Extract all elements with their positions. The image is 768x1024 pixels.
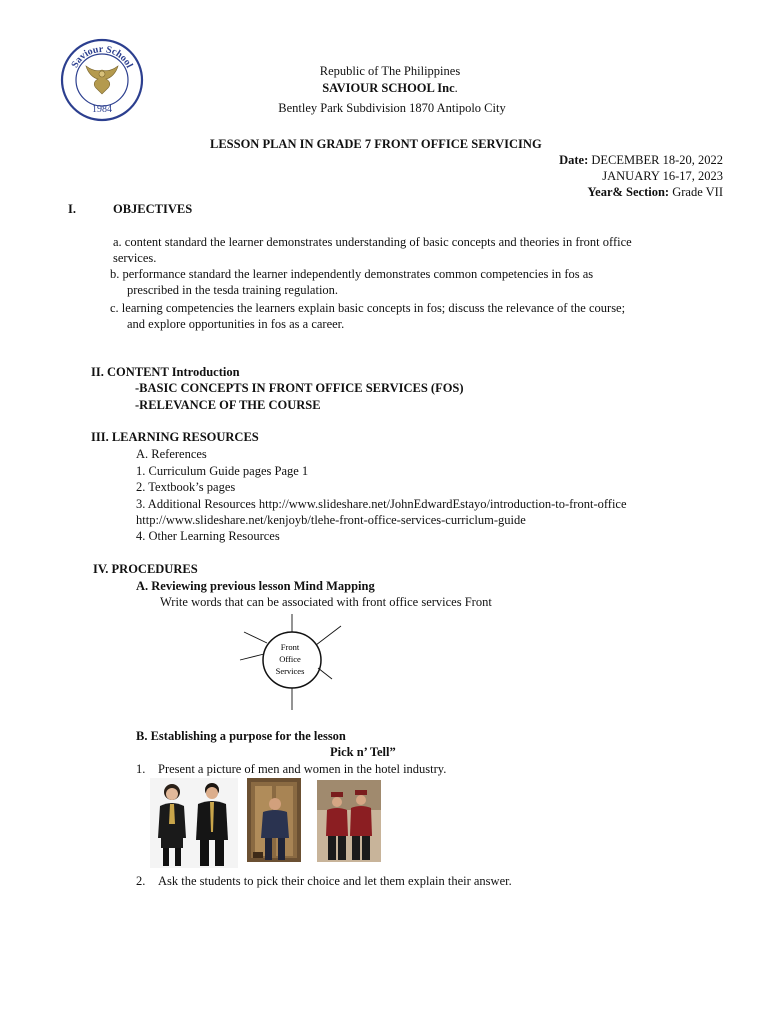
mind-map-label-1: Front <box>280 642 300 652</box>
section-numeral-1: I. <box>68 202 76 216</box>
procedure-a-heading: A. Reviewing previous lesson Mind Mapping <box>136 579 375 593</box>
resource-line-3: 2. Textbook’s pages <box>136 480 236 494</box>
objective-b-line2: prescribed in the tesda training regulation. <box>127 283 339 297</box>
mind-map-label-3: Services <box>275 666 305 676</box>
school-name: SAVIOUR SCHOOL Inc <box>322 81 455 95</box>
page-title: LESSON PLAN IN GRADE 7 FRONT OFFICE SERVICING <box>210 137 542 151</box>
objective-c-line2: and explore opportunities in fos as a career. <box>127 317 345 331</box>
content-item-1: -BASIC CONCEPTS IN FRONT OFFICE SERVICES (FOS) <box>135 381 464 395</box>
resources-heading: III. LEARNING RESOURCES <box>91 430 259 444</box>
header-address: Bentley Park Subdivision 1870 Antipolo City <box>278 101 506 115</box>
procedures-heading: IV. PROCEDURES <box>93 562 198 576</box>
header-country: Republic of The Philippines <box>319 64 461 78</box>
objective-b-line1: b. performance standard the learner independently demonstrates common competencies in fos as <box>110 267 594 281</box>
date-line-2: JANUARY 16-17, 2023 <box>602 169 723 183</box>
objectives-heading: OBJECTIVES <box>113 202 193 216</box>
mind-map-label-2: Office <box>279 654 301 664</box>
step-2-text: Ask the students to pick their choice and let them explain their answer. <box>158 874 512 888</box>
resource-line-5: http://www.slideshare.net/kenjoyb/tlehe-front-office-services-curriclum-guide <box>136 513 526 527</box>
hotel-staff-photo-1 <box>150 778 238 868</box>
resource-line-4: 3. Additional Resources http://www.slideshare.net/JohnEdwardEstayo/introduction-to-front-office <box>136 497 627 511</box>
step-1-number: 1. <box>136 762 146 776</box>
header-school: SAVIOUR SCHOOL Inc. <box>322 81 458 95</box>
procedure-a-text: Write words that can be associated with front office services Front <box>160 595 492 609</box>
resource-line-6: 4. Other Learning Resources <box>136 529 280 543</box>
year-section: Year& Section: Grade VII <box>587 185 723 199</box>
step-1-text: Present a picture of men and women in the hotel industry. <box>158 762 447 776</box>
content-heading: II. CONTENT Introduction <box>91 365 240 379</box>
hotel-staff-photo-3 <box>317 780 381 862</box>
procedure-b-heading: B. Establishing a purpose for the lesson <box>136 729 346 743</box>
step-2-number: 2. <box>136 874 146 888</box>
objective-a-line1: a. content standard the learner demonstrates understanding of basic concepts and theories in front office <box>113 235 632 249</box>
logo-year: 1984 <box>92 104 112 115</box>
objective-a-line2: services. <box>113 251 157 265</box>
content-item-2: -RELEVANCE OF THE COURSE <box>135 398 321 412</box>
resource-line-2: 1. Curriculum Guide pages Page 1 <box>136 464 309 478</box>
date-line-1: Date: DECEMBER 18-20, 2022 <box>559 153 723 167</box>
hotel-staff-photo-2 <box>247 778 301 862</box>
resource-line-1: A. References <box>136 447 207 461</box>
objective-c-line1: c. learning competencies the learners explain basic concepts in fos; discuss the relevance of the course; <box>110 301 626 315</box>
procedure-b-subtitle: Pick n’ Tell” <box>330 745 396 759</box>
logo-top-text: Saviour School <box>69 43 135 70</box>
mind-map-diagram <box>236 612 356 712</box>
